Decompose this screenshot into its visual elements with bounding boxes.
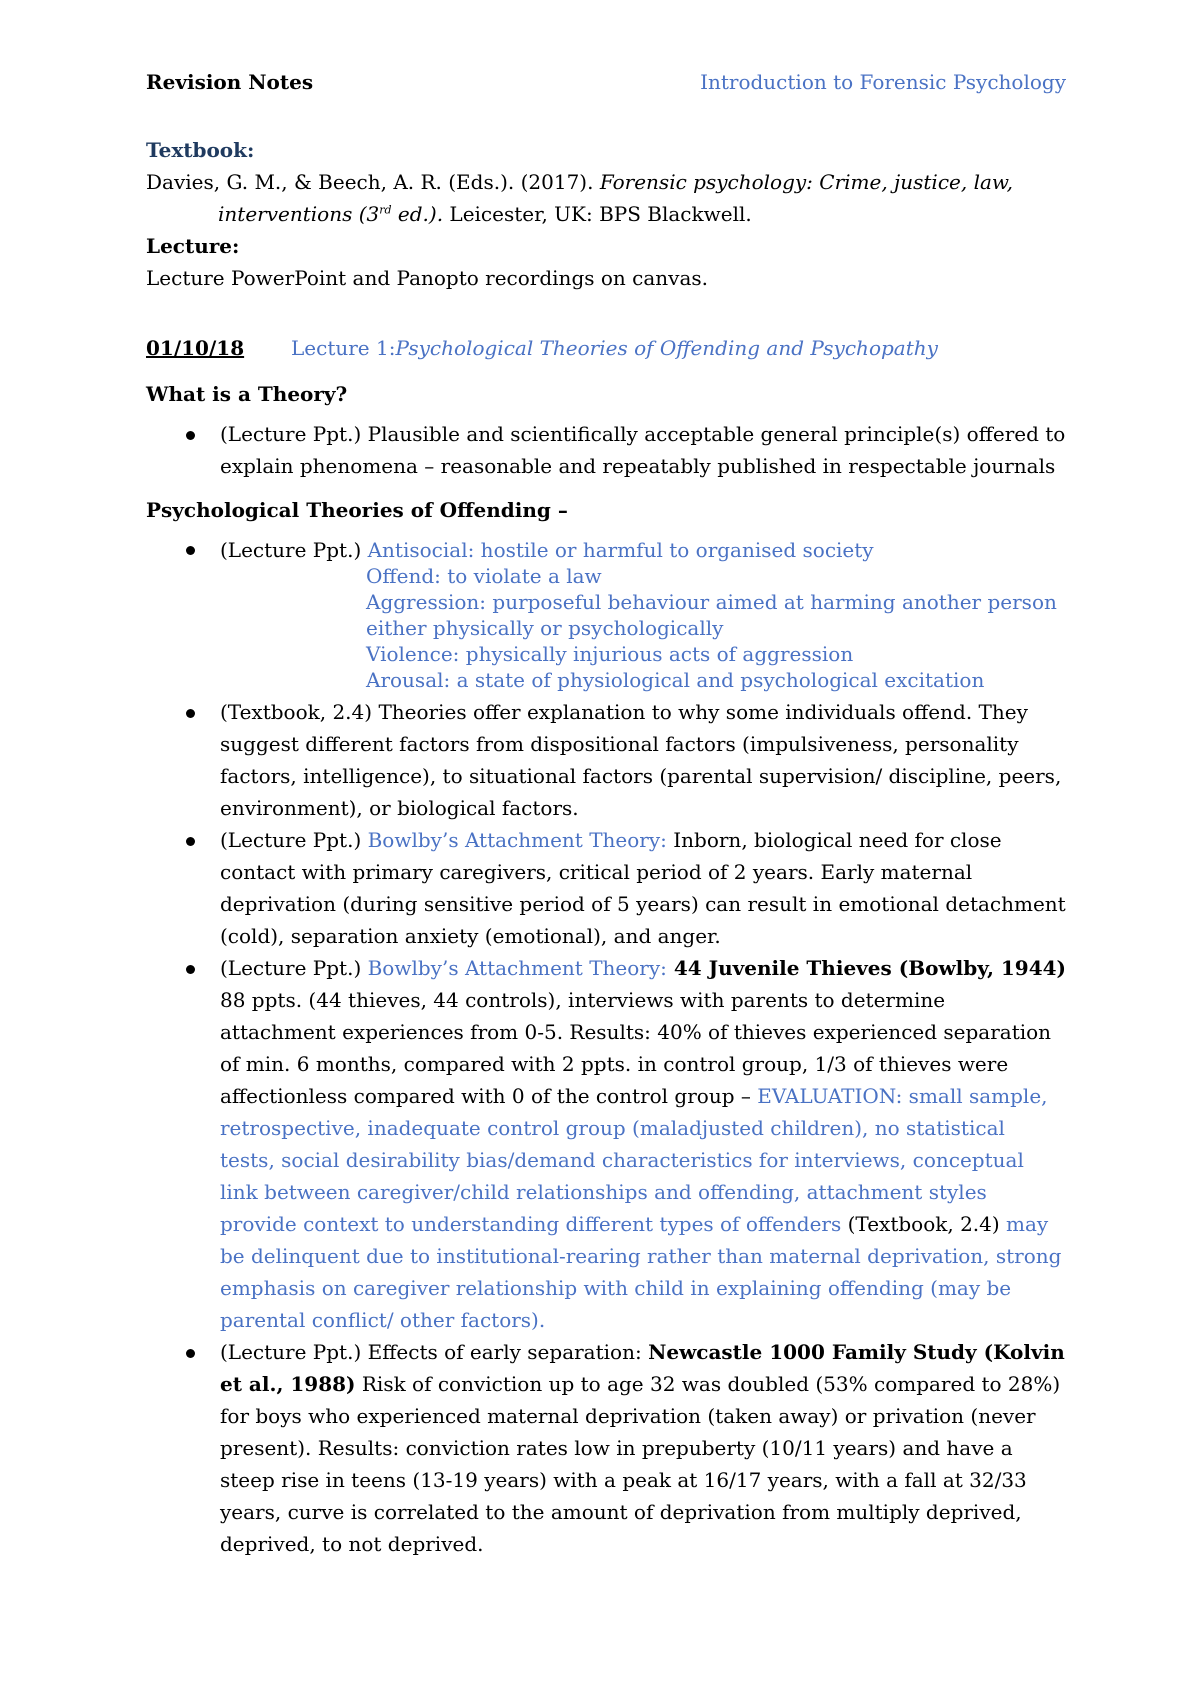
list-item (146, 534, 1066, 696)
citation-title: Forensic psychology: Crime, justice, law, interventions (3 (218, 170, 1014, 226)
lecture-date: 01/10/18 (146, 336, 245, 360)
bullet-icon (186, 965, 195, 974)
lecture-info-text: Lecture PowerPoint and Panopto recordings on canvas. (146, 266, 708, 290)
textbook-label: Textbook: (146, 138, 255, 162)
theory-name: Bowlby’s Attachment Theory: (367, 956, 667, 980)
header-left: Revision Notes (146, 70, 314, 94)
bullet-source: (Lecture Ppt.) (220, 828, 368, 852)
bullet-text: Inborn, biological need for close contact with primary caregivers, critical period of 2 years. Early maternal deprivation (during sensitive period of 5 years) can result in emotional detachment (cold), separation anxiety (emotional), and anger. (220, 828, 1066, 948)
definition-antisocial: Antisocial: hostile or harmful to organised society (367, 538, 874, 562)
list-item (146, 824, 1066, 952)
list-item (146, 1336, 1066, 1560)
bullet-text: 88 ppts. (44 thieves, 44 controls), interviews with parents to determine attachment experiences from 0-5. Results: 40% of thieves experienced separation of min. 6 months, compared with 2 ppts. in control group, 1/3 of thieves were affectionless compared with 0 of the control group – (220, 988, 1052, 1108)
definition-aggression: Aggression: purposeful behaviour aimed at harming another person either physically or psychologically (366, 590, 1057, 640)
study-name: 44 Juvenile Thieves (Bowlby, 1944) (666, 956, 1067, 980)
citation-publisher: Leicester, UK: BPS Blackwell. (443, 202, 752, 226)
bullet-source: (Lecture Ppt.) (220, 956, 368, 980)
bullet-source: (Textbook, 2.4) (220, 700, 379, 724)
document-page (146, 66, 1066, 1560)
lecture-1-heading (146, 332, 1066, 364)
citation-sup: rd (379, 203, 392, 217)
bullet-icon (186, 431, 195, 440)
evaluation-text-2: may be delinquent due to institutional-rearing rather than maternal deprivation, strong emphasis on caregiver relationship with child in explaining offending (may be parental conflict/ other factors). (220, 1212, 1062, 1332)
definition-offend: Offend: to violate a law (366, 564, 602, 588)
bullet-icon (186, 709, 195, 718)
bullet-text: Plausible and scientifically acceptable general principle(s) offered to explain phenomena – reasonable and repeatably published in respectable journals (220, 422, 1066, 478)
definition-arousal: Arousal: a state of physiological and psychological excitation (366, 668, 985, 692)
bullet-text: Risk of conviction up to age 32 was doubled (53% compared to 28%) for boys who experienced maternal deprivation (taken away) or privation (never present). Results: conviction rates low in prepuberty (10/11 years) and have a steep rise in teens (13-19 years) with a peak at 16/17 years, with a fall at 32/33 years, curve is correlated to the amount of deprivation from multiply deprived, deprived, to not deprived. (220, 1372, 1061, 1556)
bullet-icon (186, 546, 195, 555)
offending-bullet-list (146, 534, 1066, 1560)
lecture-prefix: Lecture 1: (291, 336, 396, 360)
bullet-source: (Lecture Ppt.) (220, 538, 368, 562)
textbook-citation (146, 166, 1066, 230)
bullet-source: (Lecture Ppt.) (220, 422, 368, 446)
bullet-icon (186, 1349, 195, 1358)
section-heading-theory: What is a Theory? (146, 382, 348, 406)
textbook-ref: (Textbook, 2.4) (841, 1212, 1007, 1236)
list-item (146, 696, 1066, 824)
bullet-text: Theories offer explanation to why some individuals offend. They suggest different factors from dispositional factors (impulsiveness, personality factors, intelligence), to situational factors (parental supervision/ discipline, peers, environment), or biological factors. (220, 700, 1062, 820)
evaluation-text: EVALUATION: small sample, retrospective, inadequate control group (maladjusted children), no statistical tests, social desirability bias/demand characteristics for interviews, conceptual link between caregiver/child relationships and offending, attachment styles provide context to understanding different types of offenders (220, 1084, 1048, 1236)
page-header (146, 66, 1066, 106)
citation-authors: Davies, G. M., & Beech, A. R. (Eds.). (2017). (146, 170, 600, 194)
section-heading-offending: Psychological Theories of Offending – (146, 498, 568, 522)
bullet-source: (Lecture Ppt.) (220, 1340, 368, 1364)
study-name: Newcastle 1000 Family Study (Kolvin et al., 1988) (220, 1340, 1065, 1396)
theory-bullet-list (146, 418, 1066, 482)
lecture-label: Lecture: (146, 234, 240, 258)
citation-title-end: ed.). (391, 202, 444, 226)
list-item (146, 952, 1066, 1336)
theory-name: Bowlby’s Attachment Theory: (367, 828, 667, 852)
header-right: Introduction to Forensic Psychology (700, 70, 1066, 94)
lecture-title: Psychological Theories of Offending and Psychopathy (395, 336, 938, 360)
definition-violence: Violence: physically injurious acts of aggression (366, 642, 854, 666)
list-item (146, 418, 1066, 482)
bullet-icon (186, 837, 195, 846)
bullet-intro: Effects of early separation: (367, 1340, 649, 1364)
